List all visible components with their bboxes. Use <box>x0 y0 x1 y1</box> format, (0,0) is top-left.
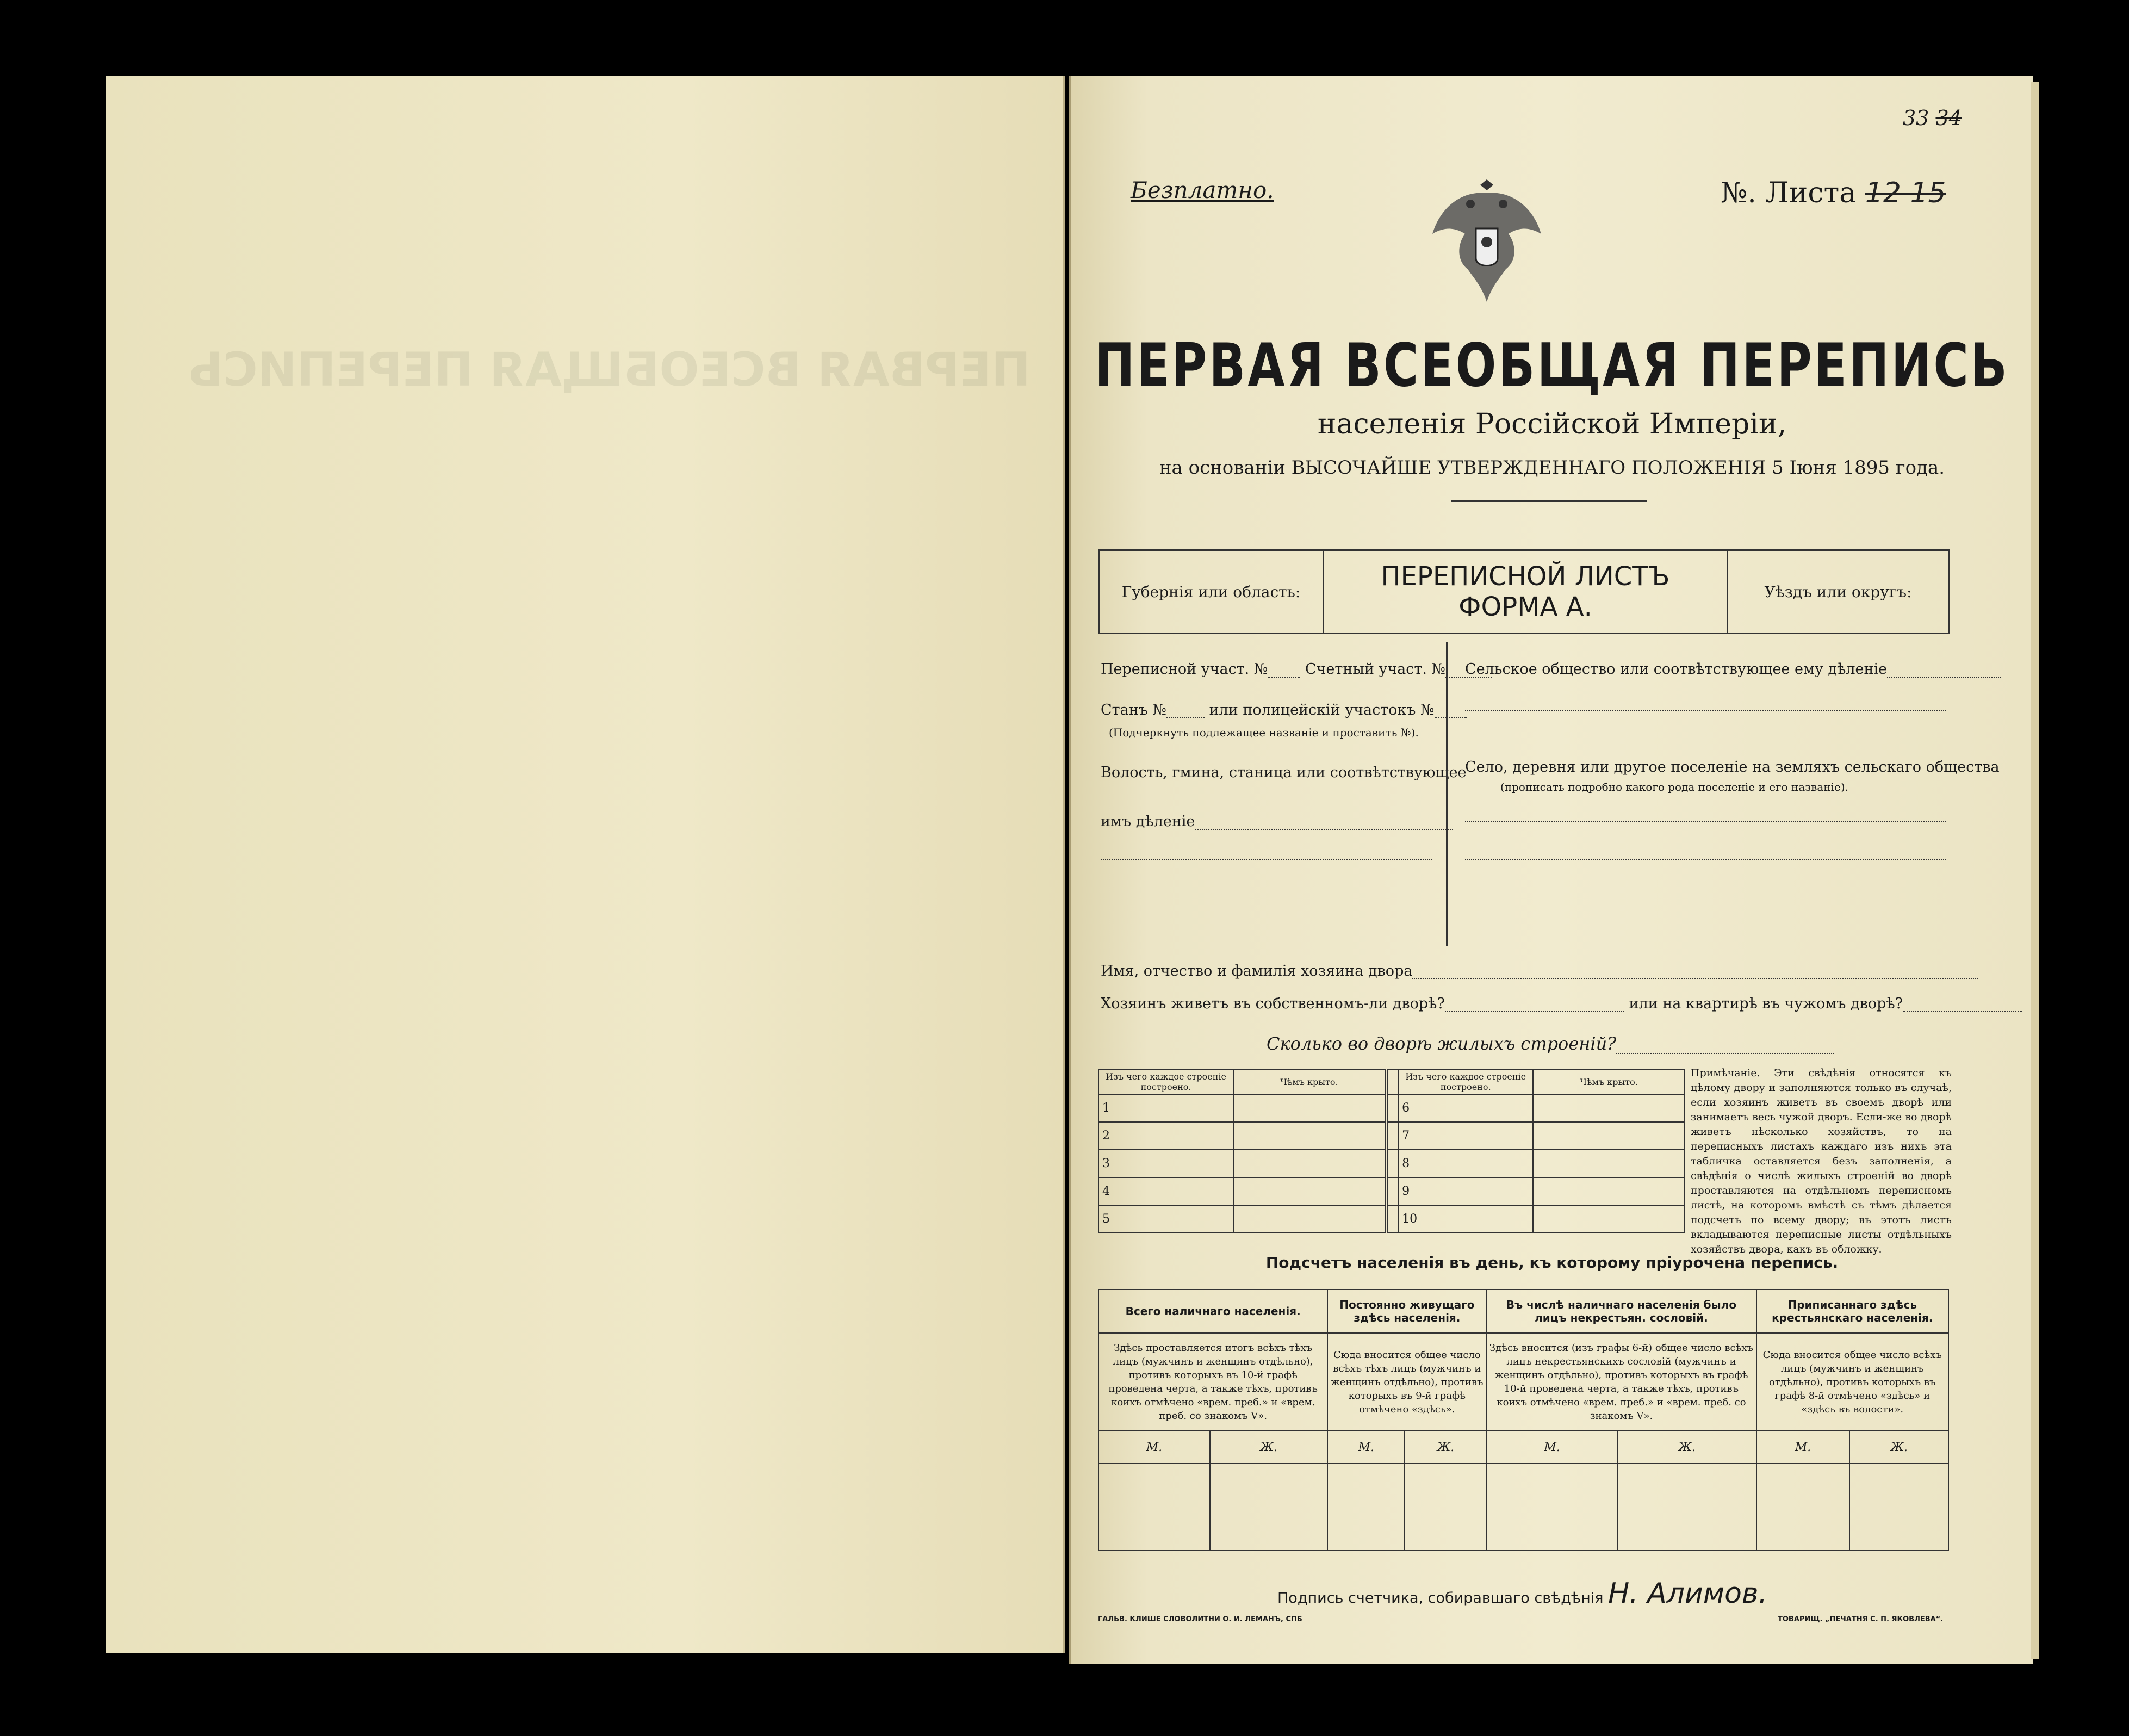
buildings-note: Примѣчаніе. Эти свѣдѣнія относятся къ цѣлому двору и заполняются только въ случаѣ, если хозяинъ живетъ въ своемъ дворѣ или занимаетъ весь чужой дворъ. Если-же во дворѣ живетъ нѣсколько хозяйствъ, то на переписныхъ листахъ каждаго изъ нихъ эта табличка оставляется безъ заполненія, а свѣдѣнія о числѣ жилыхъ строеній во дворѣ проставляются на отдѣльномъ переписномъ листѣ, на которомъ вмѣстѣ съ тѣмъ дѣлается подсчетъ по всему двору; въ этотъ листъ вкладываются переписные листы отдѣльныхъ хозяйствъ двора, какъ въ обложку. <box>1691 1067 1952 1255</box>
form-basis: на основаніи ВЫСОЧАЙШЕ УТВЕРЖДЕННАГО ПОЛОЖЕНІЯ 5 Іюня 1895 года. <box>1159 457 1945 479</box>
col-peasant: Приписаннаго здѣсь крестьянскаго населенія. <box>1756 1289 1949 1333</box>
uezd-label: Уѣздъ или округъ: <box>1764 582 1912 601</box>
desc-peasant: Сюда вносится общее число всѣхъ лицъ (мужчинъ и женщинъ отдѣльно), противъ которыхъ въ графѣ 8-й отмѣчено «здѣсь» и «здѣсь въ волости». <box>1756 1333 1949 1431</box>
sheet-type-cell <box>1324 551 1728 633</box>
field-volost <box>1101 813 1453 830</box>
corner-number-new: 33 <box>1903 106 1929 130</box>
desc-permanent: Сюда вносится общее число всѣхъ тѣхъ лицъ (мужчинъ и женщинъ отдѣльно), противъ которыхъ въ 9-й графѣ отмѣчено «здѣсь». <box>1327 1333 1486 1431</box>
row-number: 5 <box>1098 1205 1233 1233</box>
volost-label-1: Волость, гмина, станица или соотвѣтствующее <box>1101 764 1467 781</box>
row-number: 7 <box>1398 1122 1533 1150</box>
field-divider <box>1446 642 1448 946</box>
row-number: 9 <box>1398 1177 1533 1205</box>
buildings-question-label: Сколько во дворѣ жилыхъ строеній? <box>1267 1033 1617 1054</box>
imperial-eagle-emblem <box>1424 169 1549 305</box>
field-stan <box>1101 702 1467 718</box>
count-district-label: Счетный участ. № <box>1305 661 1446 678</box>
col-non-peasant: Въ числѣ наличнаго населенія было лицъ некрестьян. сословій. <box>1486 1289 1756 1333</box>
col-roof-left: Чѣмъ крыто. <box>1233 1069 1386 1094</box>
field-owner-lives <box>1101 995 2022 1012</box>
census-district-label: Переписной участ. № <box>1101 661 1268 678</box>
row-number: 8 <box>1398 1150 1533 1177</box>
printer-imprint-left: ГАЛЬВ. КЛИШЕ СЛОВОЛИТНИ О. И. ЛЕМАНЪ, СПБ <box>1098 1615 1302 1623</box>
female-label: Ж. <box>1405 1431 1486 1464</box>
sheet-type-label: ПЕРЕПИСНОЙ ЛИСТЪ <box>1381 561 1670 592</box>
table-row <box>1098 1094 1685 1122</box>
owner-name-label: Имя, отчество и фамилія хозяина двора <box>1101 963 1413 979</box>
desc-non-peasant: Здѣсь вносится (изъ графы 6-й) общее число всѣхъ лицъ некрестьянскихъ сословій (мужчинъ и женщинъ отдѣльно), противъ которыхъ въ графѣ 10-й проведена черта, а также тѣхъ, противъ коихъ отмѣчено «врем. преб.» и «врем. преб. со знакомъ V». <box>1486 1333 1756 1431</box>
buildings-question <box>1267 1033 1834 1054</box>
gubernia-cell <box>1100 551 1324 633</box>
row-number: 2 <box>1098 1122 1233 1150</box>
male-label: М. <box>1486 1431 1617 1464</box>
village-note: (прописать подробно какого рода поселеніе и его названіе). <box>1500 780 1848 793</box>
form-subtitle: населенія Россійской Имперіи, <box>1317 408 1787 441</box>
field-rural-society <box>1465 661 2001 678</box>
sheet-number <box>1721 177 1946 209</box>
ornament-divider <box>1451 500 1647 507</box>
bleed-through-text: ПЕРВАЯ ВСЕОБЩАЯ ПЕРЕПИСЬ <box>188 343 1031 397</box>
female-label: Ж. <box>1618 1431 1756 1464</box>
signature-label: Подпись счетчика, собиравшаго свѣдѣнія <box>1277 1590 1604 1607</box>
population-table <box>1098 1289 1949 1551</box>
female-label: Ж. <box>1849 1431 1948 1464</box>
stan-label: Станъ № <box>1101 702 1166 718</box>
table-row <box>1098 1150 1685 1177</box>
rural-society-line <box>1465 710 1946 711</box>
col-material-right: Изъ чего каждое строеніе построено. <box>1398 1069 1533 1094</box>
row-number: 3 <box>1098 1150 1233 1177</box>
census-form-page <box>1069 76 2033 1664</box>
col-permanent: Постоянно живущаго здѣсь населенія. <box>1327 1289 1486 1333</box>
row-number: 1 <box>1098 1094 1233 1122</box>
signature-handwritten: Н. Алимов. <box>1608 1577 1768 1610</box>
female-label: Ж. <box>1210 1431 1327 1464</box>
volost-label-2: имъ дѣленіе <box>1101 813 1195 830</box>
row-number: 10 <box>1398 1205 1533 1233</box>
corner-number-old: 34 <box>1935 106 1962 130</box>
male-label: М. <box>1756 1431 1850 1464</box>
male-label: М. <box>1098 1431 1210 1464</box>
sheet-number-label: №. Листа <box>1721 177 1857 209</box>
row-number: 6 <box>1398 1094 1533 1122</box>
page-stack-edge <box>2031 82 2039 1659</box>
male-label: М. <box>1327 1431 1405 1464</box>
free-label: Безплатно. <box>1131 177 1274 203</box>
table-row <box>1098 1177 1685 1205</box>
field-owner-name <box>1101 963 1978 979</box>
volost-extra-line <box>1101 859 1432 860</box>
rural-society-label: Сельское общество или соотвѣтствующее ему дѣленіе <box>1465 661 1888 678</box>
table-row <box>1098 1205 1685 1233</box>
sheet-number-handwritten: 12 15 <box>1865 177 1946 209</box>
col-material-left: Изъ чего каждое строеніе построено. <box>1098 1069 1233 1094</box>
form-title: ПЕРВАЯ ВСЕОБЩАЯ ПЕРЕПИСЬ <box>1095 330 2009 400</box>
left-blank-page <box>106 76 1065 1653</box>
village-label: Село, деревня или другое поселеніе на земляхъ сельскаго общества <box>1465 759 2000 776</box>
underline-note: (Подчеркнуть подлежащее названіе и проставить №). <box>1109 726 1419 739</box>
buildings-table <box>1098 1069 1685 1233</box>
col-roof-right: Чѣмъ крыто. <box>1533 1069 1685 1094</box>
village-line-2 <box>1465 859 1946 860</box>
population-count-title: Подсчетъ населенія въ день, къ которому пріурочена перепись. <box>1265 1254 1839 1272</box>
owner-lives-label: Хозяинъ живетъ въ собственномъ-ли дворѣ? <box>1101 995 1445 1012</box>
row-number: 4 <box>1098 1177 1233 1205</box>
uezd-cell <box>1728 551 1948 633</box>
desc-total-present: Здѣсь проставляется итогъ всѣхъ тѣхъ лицъ (мужчинъ и женщинъ отдѣльно), противъ которыхъ въ 10-й графѣ проведена черта, а также тѣхъ, противъ коихъ отмѣчено «врем. преб.» и «врем. преб. со знакомъ V». <box>1098 1333 1327 1431</box>
col-total-present: Всего наличнаго населенія. <box>1098 1289 1327 1333</box>
field-census-district <box>1101 661 1492 678</box>
enumerator-signature <box>1277 1577 1767 1610</box>
or-apartment-label: или на квартирѣ въ чужомъ дворѣ? <box>1629 995 1903 1012</box>
form-name-label: ФОРМА А. <box>1458 592 1592 622</box>
printer-imprint-right: ТОВАРИЩ. „ПЕЧАТНЯ С. П. ЯКОВЛЕВА“. <box>1778 1615 1944 1623</box>
corner-page-number <box>1903 106 1962 130</box>
gubernia-label: Губернія или область: <box>1121 582 1301 601</box>
police-label: или полицейскій участокъ № <box>1209 702 1435 718</box>
village-line-1 <box>1465 821 1946 822</box>
form-header-box <box>1098 549 1950 634</box>
population-blank-row <box>1098 1464 1948 1551</box>
table-row <box>1098 1122 1685 1150</box>
